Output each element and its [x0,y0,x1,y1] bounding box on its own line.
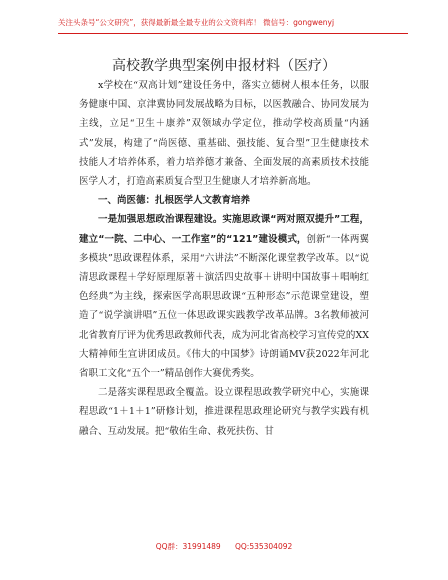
section-heading-1: 一、尚医德：扎根医学人文教育培养 [98,195,251,207]
intro-paragraph: x学校在“双高计划”建设任务中，落实立德树人根本任务，以服务健康中国、京津冀协同发展战略为目标，以医教融合、协同发展为主线，立足“卫生＋康养”双领域办学定位，推动学校高质量“内涵式”发展，构建了“尚医德、重基础、强技能、复合型”卫生健康技术技能人才培养体系，着力培养德才兼备、全面发展的高素质技术技能医学人才，打造高素质复合型卫生健康人才培养新高地。 [79,80,369,188]
document-body [79,76,369,441]
paragraph-1-lead: 一是加强思想政治课程建设。实施思政课“两对照双提升”工程，建立“一院、二中心、一工作室”的“121”建设模式， [79,214,369,245]
footer-contact: QQ群：31991489 QQ:535304092 [155,542,293,551]
header-banner: 关注头条号“公文研究”，获得最新最全最专业的公文资料库！ 微信号：gongwenyj [58,18,335,27]
paragraph-1-body: 创新“一体两翼多模块”思政课程体系，采用“六讲法”不断深化课堂教学改革。以“说清思政课程＋学好原理原著＋演活四史故事＋讲明中国故事＋唱响红色经典”为主线，探索医学高职思政课“五种形态”示范课堂建设，塑造了“说学演讲唱”五位一体思政课实践教学改革品牌。3名教师被河北省教育厅评为优秀思政教师代表，成为河北省高校学习宣传党的XX大精神师生宣讲团成员。《伟大的中国梦》诗朗诵MV获2022年河北省职工文化“五个一”精品创作大赛优秀奖。 [79,233,369,380]
paragraph-2: 二是落实课程思政全覆盖。设立课程思政教学研究中心，实施课程思政“1＋1＋1”研修计划，推进课程思政理论研究与教学实践有机融合、互动发展。把“敬佑生命、救死扶伤、甘 [79,387,369,437]
document-title: 高校教学典型案例申报材料（医疗） [112,58,336,75]
paragraph-1 [79,210,369,383]
header-divider [58,33,408,34]
